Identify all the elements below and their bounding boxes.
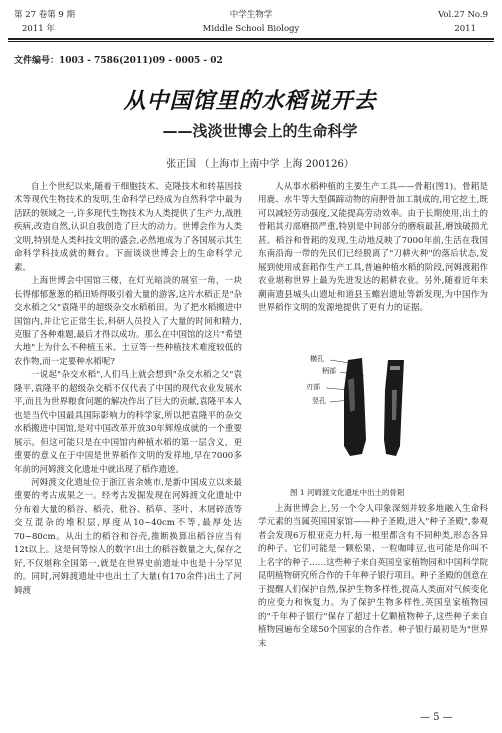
figure-bone-spade — [300, 350, 440, 468]
journal-name-cn: 中学生物学 — [229, 10, 273, 20]
journal-name-en: Middle School Biology — [202, 24, 300, 34]
paragraph: 河姆渡文化遗址位于浙江省余姚市,是新中国成立以来最重要的考古成果之一。经考古发掘发现在河姆渡文化遗址中分布着大量的稻谷、稻壳、秕谷、稻草、茎叶、木屑碎渣等交互混杂的堆积层,厚度从10~40cm不等,最厚处达70~80cm。从出土的稻谷和谷壳,推断换算出稻谷应当有12t以上。这是何等惊人的数字!出土的稻谷数量之大,保存之好,不仅堪称全国第一,就是在世界史前遗址中也是十分罕见的。同时,河姆渡遗址中也出土了大量(有170余件)出土了河姆渡 — [14, 477, 242, 596]
journal-year-right: 2011 — [454, 24, 476, 34]
file-number: 文件编号：1003 - 7586(2011)09 - 0005 - 02 — [14, 56, 223, 66]
figure-caption: 图 1 河姆渡文化遗址中出土的骨耜 — [290, 488, 405, 497]
paragraph: 人从事水稻种植的主要生产工具——骨耜(图1)。骨耜是用鹿、水牛等大型偶蹄动物的肩胛骨加工制成的,用它挖土,既可以减轻劳动强度,又能提高劳动效率。由于长期使用,出土的骨耜其刃部磨损严重,特别是中间部分的磨痕最甚,磨蚀破损尤甚。稻谷和骨耜的发现,生动地反映了7000年前,生活在我国东南沿海一带的先民们已经脱离了"刀耕火种"的落后状态,发展到使用成套耜作生产工具,普遍种植水稻的阶段,河姆渡耜作农业堪称世界上最为先进发达的耜耕农业。另外,随着近年来潮南遗县城头山遗址和道县玉蟾岩遗址等新发现,为中国作为世界稻作文明的发源地提供了更有力的证据。 — [258, 182, 488, 314]
bone-spade-illustration — [300, 350, 440, 468]
paragraph: 上海世博会上,另一个令人印象深刻并较多地融入生命科学元素的当属英国国家馆——种子圣殿,进入"种子圣殿",参观者会发现6万根亚克力杆,每一根里都含有不同种类,形态各异的种子。它们可能是一颗松果、一粒咖啡豆,也可能是你叫不上名字的种子……这些种子来自英国皇家植物园和中国科学院昆明植物研究所合作的千年种子银行项目。种子圣殿的创意在于提醒人们保护自然,保护生物多样性,提高人类面对气候变化的应变力和恢复力。为了保护生物多样性,英国皇家植物园的"千年种子银行"保存了超过十亿颗植物种子,这些种子来自植物园遍布全球50个国家的合作者。种子银行最初是为"世界末 — [258, 504, 488, 649]
right-column-top — [258, 181, 488, 316]
paragraph: 上海世博会中国馆三楼，在灯光暗淡的展室一角，一块长得郁郁葱葱的稻田矫得吸引着大量的游客,这片水稻正是"杂交水稻之父"袁隆平的超级杂交水稻稻田。为了把水稻搬进中国馆内,并让它正常生长,科研人员投入了大量的时间和精力,克服了各种难题,最后才得以成功。那么在中国馆的这片"希望大地"上为什么不种植玉米、土豆等一些种植技术难度较低的农作物,而一定要种水稻呢? — [14, 276, 242, 367]
article-subtitle: ——浅淡世博会上的生命科学 — [162, 122, 358, 140]
journal-volume: Vol.27 No.9 — [438, 10, 488, 20]
figure-label-horizontal-hole: 横孔 — [310, 355, 324, 363]
header-rule-thin — [8, 41, 494, 42]
paragraph: 一说起"杂交水稻",人们马上就会想到"杂交水稻之父"袁隆平,袁隆平的超级杂交稻不仅代表了中国的现代农业发展水平,而且为世界粮食问题的解决作出了巨大的贡献,袁隆平本人也是当代中国最具国际影响力的科学家,所以把袁隆平的杂交水稻搬进中国馆,是对中国改革开放30年辉煌成就的一个重要展示。但这可能只是在中国馆内种植水稻的第一层含义，更重要的意义在于中国是世界稻作文明的发祥地,早在7000多年前的河姆渡文化遗址中就出现了稻作遗迹。 — [14, 370, 242, 475]
figure-label-blade: 刃部 — [306, 383, 320, 391]
header-rule — [8, 38, 494, 40]
paragraph: 自上个世纪以来,随着干细胞技术、克隆技术和转基因技术等现代生物技术的发明,生命科学已经成为自然科学中最为活跃的领域之一,许多现代生物技术为人类提供了生产力,战胜疾病,改造自然,认识自我创造了巨大的动力。世博会作为人类文明,特别是人类科技文明的盛会,必然地成为了各国展示其生命科学科技成就的舞台。下面谈谈世博会上的生命科学元素。 — [14, 182, 242, 273]
journal-issue: 第 27 卷第 9 期 — [14, 10, 76, 20]
left-column — [14, 181, 242, 598]
figure-label-vertical-hole: 竖孔 — [312, 397, 326, 405]
right-column-bottom — [258, 503, 488, 651]
article-title: 从中国馆里的水稻说开去 — [123, 88, 377, 114]
figure-label-handle: 柄部 — [322, 367, 336, 375]
page-number: — 5 — — [420, 712, 453, 723]
journal-year-left: 2011 年 — [22, 24, 55, 34]
article-author: 张正国 （上海市上南中学 上海 200126） — [166, 159, 354, 170]
